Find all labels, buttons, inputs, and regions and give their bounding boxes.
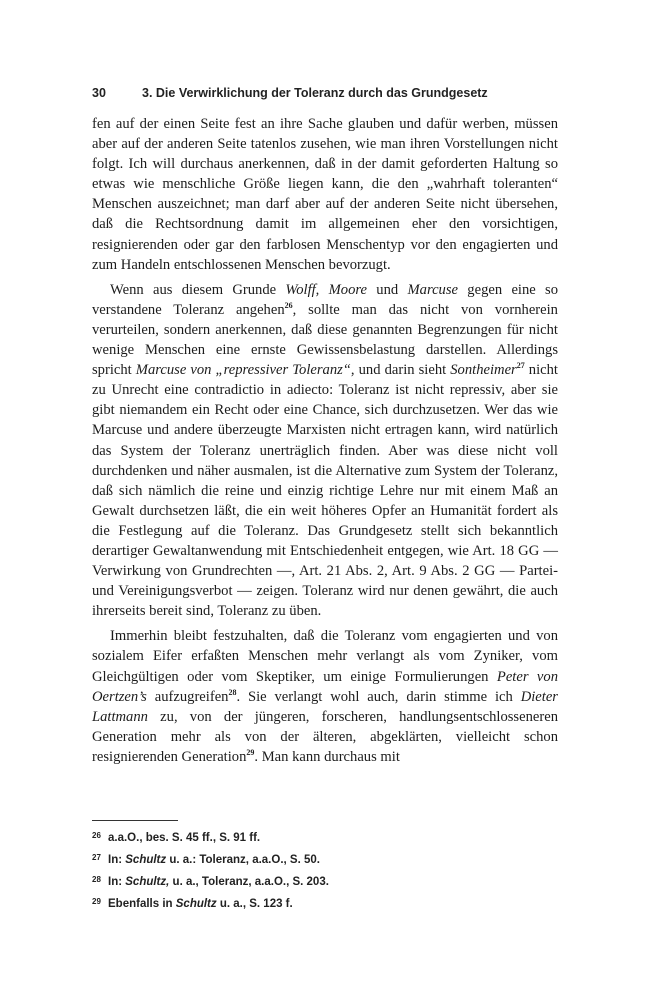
text-run: a.a.O., bes. S. 45 ff., S. 91 ff.: [108, 832, 261, 844]
running-header: [92, 86, 562, 100]
text-run: u. a., Toleranz, a.a.O., S. 203.: [169, 876, 329, 888]
paragraph: [92, 114, 558, 275]
text-run: . Man kann durchaus mit: [254, 748, 400, 765]
footnote-mark: 28: [92, 875, 101, 884]
footnote-separator: [92, 820, 178, 821]
emphasis-text: Schultz,: [125, 876, 170, 888]
emphasis-text: Sontheimer: [450, 362, 517, 379]
text-run: Wenn aus diesem Grunde: [110, 281, 286, 298]
text-run: . Sie verlangt wohl auch, darin stimme ich: [236, 688, 521, 705]
footnote-ref: 27: [516, 361, 525, 371]
emphasis-text: Marcuse von „repressiver Toleranz“: [135, 362, 351, 379]
text-run: Immerhin bleibt festzuhalten, daß die Toleranz vom engagierten und von sozialem Eifer erfaßten Menschen mehr verlangt als vom Zyniker, vom Gleichgültigen oder vom Skeptiker, um einige Formulierungen: [92, 628, 558, 685]
text-run: u. a., S. 123 f.: [216, 898, 293, 910]
footnote: [92, 848, 558, 870]
emphasis-text: Wolff, Moore: [285, 281, 367, 298]
running-title: 3. Die Verwirklichung der Toleranz durch das Grundgesetz: [142, 86, 488, 100]
emphasis-text: Schultz: [175, 898, 217, 910]
footnote-ref: 29: [246, 748, 255, 758]
text-run: u. a.: Toleranz, a.a.O., S. 50.: [166, 854, 320, 866]
emphasis-text: Schultz: [125, 854, 167, 866]
footnote-mark: 26: [92, 831, 101, 840]
text-run: In:: [108, 876, 126, 888]
footnote: [92, 826, 558, 848]
paragraph: [92, 626, 558, 767]
text-run: , sollte man das nicht von vornherein verurteilen, sondern anerkennen, daß diese genannten Begrenzungen für nicht wenige Menschen eine ernste Gewissensbelastung darstellen. Allerdings spricht: [92, 301, 558, 379]
emphasis-text: Marcuse: [407, 281, 459, 298]
text-run: nicht zu Unrecht eine contradictio in adiecto: Toleranz ist nicht repressiv, aber sie gibt niemandem ein Recht oder eine Chance, sich durchzusetzen. Wer das wie Marcuse und andere überzeugte Marxisten nicht ertragen kann, wird natürlich das System der Toleranz unerträglich finden. Aber was diese nicht voll durchdenken und näher ausmalen, ist die Alternative zum System der Toleranz, daß sich nämlich die reine und einzig richtige Lehre nur mit einem Maß an Gewalt durchsetzen läßt, die ein weit höheres Opfer an Humanität fordert als die Festlegung auf die Toleranz. Das Grundgesetz stellt sich bekanntlich derartiger Gewaltanwendung mit Entschiedenheit entgegen, wie Art. 18 GG — Verwirkung von Grundrechten —, Art. 21 Abs. 2, Art. 9 Abs. 2 GG — Partei- und Vereinigungsverbot — zeigen. Toleranz wird nur denen gewährt, die auch ihrerseits bereit sind, Toleranz zu üben.: [92, 362, 558, 620]
text-run: fen auf der einen Seite fest an ihre Sache glauben und dafür werben, müssen aber auf der anderen Seite tatenlos zusehen, wie man ihren Vorstellungen nicht folgt. Ich will durchaus anerkennen, daß in der damit geforderten Haltung so etwas wie menschliche Größe liegen kann, die den „wahrhaft toleranten“ Menschen auszeichnet; man darf aber auf der anderen Seite nicht übersehen, daß die Rechtsordnung damit im allgemeinen eher den vorsichtigen, resignierenden oder gar den farblosen Menschentyp vor den engagierten und zum Handeln entschlossenen Menschen bevorzugt.: [92, 116, 558, 273]
text-run: , und darin sieht: [350, 362, 451, 379]
footnote: [92, 870, 558, 892]
text-run: gegen eine so verstandene Toleranz angehen: [92, 281, 559, 318]
page-number: 30: [92, 86, 106, 100]
body-text: [92, 114, 558, 767]
text-run: Ebenfalls in: [108, 898, 176, 910]
footnotes: [92, 826, 558, 914]
footnote-ref: 26: [284, 300, 293, 310]
footnote-mark: 27: [92, 853, 101, 862]
emphasis-text: Dieter Lattmann: [92, 688, 558, 725]
text-run: und: [367, 281, 408, 298]
footnote-mark: 29: [92, 897, 101, 906]
paragraph: [92, 280, 558, 622]
footnote-ref: 28: [228, 687, 237, 697]
text-run: aufzugreifen: [146, 688, 229, 705]
text-run: zu, von der jüngeren, forscheren, handlungsentschlosseneren Generation mehr als von der älteren, abgeklärten, vielleicht schon resignierenden Generation: [92, 708, 558, 765]
text-run: In:: [108, 854, 126, 866]
footnote: [92, 892, 558, 914]
emphasis-text: Peter von Oertzen’s: [92, 668, 559, 705]
